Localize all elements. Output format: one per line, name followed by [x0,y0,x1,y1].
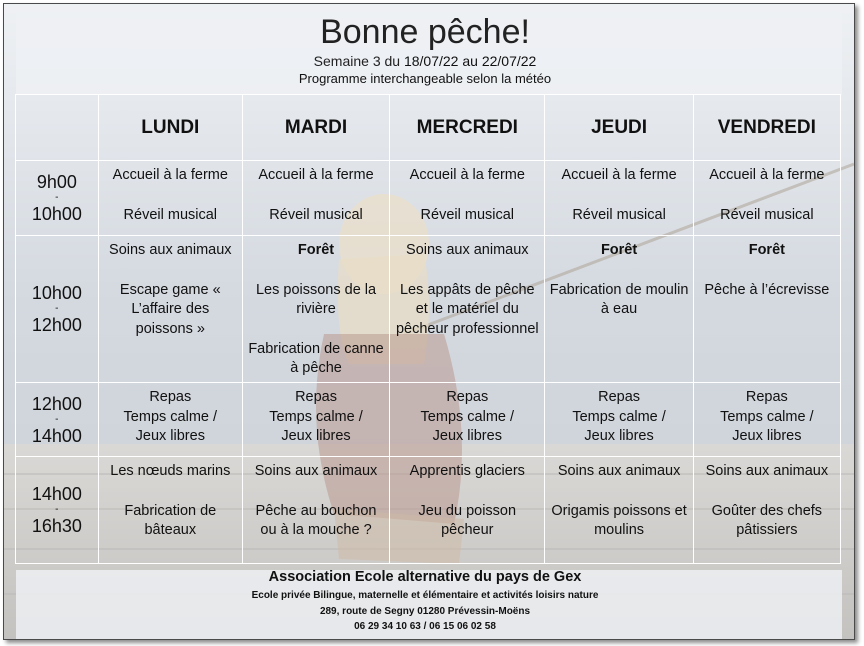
activity-text: Goûter des chefs pâtissiers [711,502,823,538]
time-cell [16,457,99,564]
activity-cell [545,383,693,457]
time-start: 12h00 [31,393,82,414]
activity-cell [98,161,242,236]
activity-cell [390,383,545,457]
time-separator: - [55,504,59,515]
subtitle: Programme interchangeable selon la météo [298,71,552,86]
activity-text: Accueil à la ferme [709,167,825,183]
activity-text: Réveil musical [720,206,814,223]
activity-text: Pêche au bouchon ou à la mouche ? [255,502,377,538]
activity-cell [693,236,840,383]
activity-text: Repas [745,389,788,405]
activity-cell [98,457,242,564]
activity-text: Réveil musical [572,206,666,223]
day-header: LUNDI [98,95,242,161]
time-start: 14h00 [31,484,82,504]
activity-text: Repas [295,389,337,405]
days-header-row [16,95,841,161]
activity-cell [390,236,545,383]
activity-text: Fabrication de moulin à eau [549,281,689,317]
activity-text: Jeux libres [432,428,502,444]
activity-text: Les appâts de pêche et le matériel du pêcheur professionnel [395,281,539,337]
week-line [12,53,838,69]
activity-cell [545,236,693,383]
activity-text: Accueil à la ferme [561,167,677,183]
activity-text: Origamis poissons et moulins [551,502,687,538]
activity-text: Temps calme / [720,408,814,425]
day-header: MARDI [242,95,389,161]
corner-cell [16,95,99,161]
activity-cell [390,457,545,564]
activity-text: Forêt [748,242,785,258]
activity-text: Repas [446,389,489,405]
activity-text: Forêt [600,242,638,258]
activity-text: Jeux libres [135,428,205,444]
activity-text: Temps calme / [269,408,363,425]
activity-text: Temps calme / [123,408,218,425]
activity-text: Jeux libres [732,428,802,444]
activity-text: Soins aux animaux [109,242,232,258]
time-slot-row [16,457,841,564]
schedule-table [15,94,841,564]
activity-text: Accueil à la ferme [258,167,374,183]
activity-cell [242,383,389,457]
time-end: 14h00 [31,425,82,446]
activity-text: Soins aux animaux [406,242,529,258]
activity-text: Jeux libres [281,428,351,444]
activity-text: Réveil musical [269,206,363,223]
activity-cell [242,161,389,236]
activity-text: Temps calme / [420,408,515,425]
time-cell [16,383,99,457]
activity-text: Pêche à l’écrevisse [704,281,830,298]
time-slot-row [16,161,841,236]
activity-text: Fabrication de canne à pêche [248,340,384,376]
time-end: 12h00 [31,315,82,335]
activity-text: Escape game « L’affaire des poissons » [119,281,221,337]
time-separator: - [55,413,59,425]
activity-cell [545,457,693,564]
activity-text: Soins aux animaux [254,463,378,479]
activity-text: Réveil musical [123,206,218,223]
activity-cell [545,161,693,236]
time-cell [16,161,99,236]
activity-text: Soins aux animaux [705,463,829,479]
activity-text: Apprentis glaciers [409,463,525,479]
association-name: Association Ecole alternative du pays de Gex [268,569,582,585]
school-address: 289, route de Segny 01280 Prévessin-Moëns [319,606,531,617]
activity-text: Les nœuds marins [110,463,231,479]
day-header: MERCREDI [390,95,545,161]
activity-cell [98,236,242,383]
time-start: 9h00 [36,172,77,192]
activity-text: Accueil à la ferme [409,167,525,183]
time-slot-row [16,383,841,457]
activity-cell [693,161,840,236]
activity-cell [242,457,389,564]
activity-cell [98,383,242,457]
activity-text: Soins aux animaux [557,463,681,479]
activity-text: Temps calme / [572,408,666,425]
activity-text: Forêt [297,242,335,258]
activity-text: Réveil musical [420,206,515,223]
page-title: Bonne pêche! [320,13,530,51]
week-dates: 18/07/22 au 22/07/22 [403,53,537,69]
activity-text: Repas [598,389,641,405]
time-cell [16,236,99,383]
school-description: Ecole privée Bilingue, maternelle et élémentaire et activités loisirs nature [251,590,599,601]
day-header: VENDREDI [693,95,840,161]
activity-text: Les poissons de la rivière [255,281,377,317]
activity-text: Repas [149,389,192,405]
activity-cell [390,161,545,236]
activity-text: Jeux libres [584,428,654,444]
time-start: 10h00 [31,283,82,303]
activity-text: Fabrication de bâteaux [124,502,217,538]
time-slot-row [16,236,841,383]
time-separator: - [55,192,59,203]
time-end: 10h00 [31,204,82,224]
activity-cell [693,457,840,564]
activity-cell [242,236,389,383]
time-separator: - [55,303,59,314]
time-end: 16h30 [31,516,82,536]
activity-text: Accueil à la ferme [112,167,228,183]
activity-cell [693,383,840,457]
phone-numbers: 06 29 34 10 63 / 06 15 06 02 58 [354,621,496,632]
activity-text: Jeu du poisson pêcheur [418,502,517,538]
week-label: Semaine 3 du [313,53,401,69]
day-header: JEUDI [545,95,693,161]
